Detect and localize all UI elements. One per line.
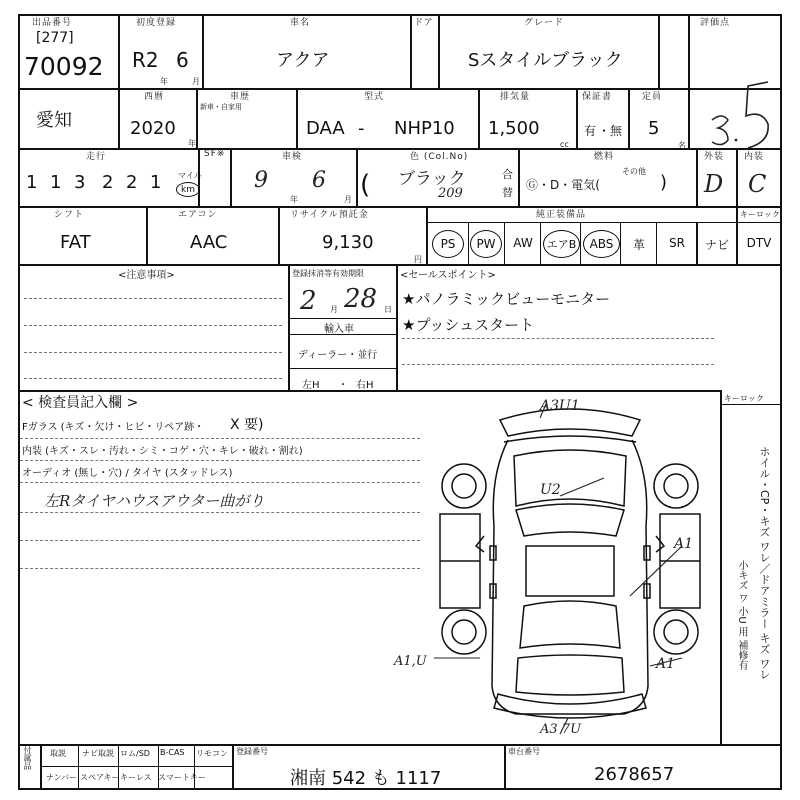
insp-line bbox=[20, 438, 420, 439]
shift-label: シフト bbox=[54, 210, 85, 220]
inspection-year: 9 bbox=[254, 168, 268, 193]
steering-dot: ・ bbox=[338, 380, 348, 391]
car-name: アクア bbox=[276, 50, 330, 71]
mileage-unit: km bbox=[181, 184, 195, 195]
eq-sep1 bbox=[468, 222, 469, 264]
r4-v3 bbox=[426, 206, 428, 264]
note-line bbox=[24, 352, 282, 353]
lot-bracket: [277] bbox=[36, 30, 74, 46]
damage-bottom: A3 7U bbox=[540, 722, 582, 737]
acc-keyless: キーレス bbox=[120, 773, 152, 782]
legend-v bbox=[720, 390, 722, 744]
acc-remote: リモコン bbox=[196, 749, 228, 758]
import-label: 輸入車 bbox=[324, 324, 354, 335]
mileage-digit: 1 bbox=[26, 172, 38, 193]
interior-label: 内装 bbox=[744, 152, 765, 162]
r5-h3 bbox=[288, 368, 396, 369]
notes-label: <注意事項> bbox=[118, 270, 175, 281]
acc-spare-key: スペアキー bbox=[80, 773, 120, 782]
eq-sep6 bbox=[656, 222, 657, 264]
b-v2 bbox=[232, 744, 234, 788]
legend-h bbox=[720, 404, 782, 405]
equip-sr: SR bbox=[669, 236, 685, 250]
row2-divider bbox=[18, 148, 782, 150]
mileage-unit-top: マイル bbox=[178, 171, 202, 180]
interior-grade: C bbox=[748, 170, 767, 198]
r4-v1 bbox=[146, 206, 148, 264]
r2-v5 bbox=[576, 88, 578, 148]
insp-line bbox=[20, 568, 420, 569]
equip-dtv: DTV bbox=[746, 236, 772, 250]
first-reg-label: 初度登録 bbox=[136, 18, 177, 28]
sales-point-1: ★パノラミックビューモニター bbox=[402, 290, 611, 308]
note-line bbox=[24, 298, 282, 299]
mileage-digit: 1 bbox=[150, 172, 162, 193]
recycle-value: 9,130 bbox=[322, 232, 374, 253]
door-label: ドア bbox=[414, 18, 434, 28]
acc-rom-sd: ロム/SD bbox=[120, 749, 150, 758]
inspector-line-3: オーディオ (無し・穴) / タイヤ (スタッドレス) bbox=[22, 468, 233, 479]
bottom-divider bbox=[18, 744, 782, 746]
b-v3 bbox=[504, 744, 506, 788]
accessories-label: 付属品 bbox=[23, 746, 32, 770]
fuel-close: ) bbox=[660, 172, 668, 193]
lot-label: 出品番号 bbox=[32, 18, 73, 28]
displacement: 1,500 bbox=[488, 118, 540, 139]
car-name-label: 車名 bbox=[290, 18, 311, 28]
year-suffix: 年 bbox=[188, 139, 196, 148]
equip-navi: ナビ bbox=[704, 238, 729, 252]
displacement-label: 排気量 bbox=[500, 92, 531, 102]
border-right bbox=[780, 14, 782, 790]
eq-top bbox=[426, 222, 780, 223]
first-reg-year-suffix: 年 bbox=[160, 77, 168, 86]
year: 2020 bbox=[130, 118, 176, 139]
sf-label: SF※ bbox=[204, 149, 226, 159]
insp-line bbox=[20, 482, 420, 483]
r1-v2 bbox=[202, 14, 204, 88]
displacement-unit: cc bbox=[560, 140, 569, 149]
model-prefix: DAA bbox=[306, 118, 345, 139]
equip-pw bbox=[470, 230, 502, 258]
mileage-digit: 2 bbox=[102, 172, 114, 193]
inspector-title: < 検査員記入欄 > bbox=[22, 395, 139, 411]
chassis-label: 車台番号 bbox=[508, 747, 540, 756]
score-handwriting bbox=[690, 64, 780, 154]
eq-sep5 bbox=[620, 222, 621, 264]
r1-v4 bbox=[438, 14, 440, 88]
acc-smart-key: スマートキー bbox=[158, 773, 206, 782]
grade-label: グレード bbox=[524, 18, 565, 28]
score-label: 評価点 bbox=[700, 18, 731, 28]
eq-sep4 bbox=[580, 222, 581, 264]
r1-v5 bbox=[658, 14, 660, 88]
r3-v4 bbox=[518, 148, 520, 206]
color-match-bottom: 替 bbox=[502, 186, 513, 199]
first-reg-month: 6 bbox=[176, 48, 189, 72]
border-top bbox=[18, 14, 782, 16]
border-left bbox=[18, 14, 20, 790]
acc-bcas: B-CAS bbox=[160, 748, 185, 757]
color-label: 色 (Col.No) bbox=[410, 152, 469, 162]
r4-v2 bbox=[278, 206, 280, 264]
capacity: 5 bbox=[648, 118, 660, 139]
warranty-yes: 有 bbox=[584, 124, 597, 138]
recycle-label: リサイクル預託金 bbox=[290, 210, 369, 220]
warranty-sep: ・ bbox=[598, 124, 611, 138]
history-note: 新車・自家用 bbox=[200, 103, 242, 111]
inspector-line-1: Fガラス (キズ・欠け・ヒビ・リペア跡・ bbox=[22, 422, 205, 433]
exterior-grade: D bbox=[704, 170, 724, 198]
eq-sep2 bbox=[504, 222, 505, 264]
r3-v2 bbox=[230, 148, 232, 206]
exterior-label: 外装 bbox=[704, 152, 725, 162]
steering-right: 右H bbox=[356, 380, 374, 391]
reg-period-month-suffix: 月 bbox=[330, 305, 338, 314]
sales-point-2: ★プッシュスタート bbox=[402, 316, 535, 334]
acc-navi-manual: ナビ取説 bbox=[82, 749, 114, 758]
mileage-digit: 1 bbox=[50, 172, 62, 193]
equip-ps bbox=[432, 230, 464, 258]
damage-hood: U2 bbox=[540, 482, 561, 498]
mileage-digit: 3 bbox=[74, 172, 86, 193]
recycle-unit: 円 bbox=[414, 255, 422, 264]
sales-line bbox=[402, 364, 714, 365]
mileage-digit: 2 bbox=[126, 172, 138, 193]
r2-v4 bbox=[478, 88, 480, 148]
plate-label: 登録番号 bbox=[236, 747, 268, 756]
legend-main: ホイル・CP・キズ ワレ／ドアミラー キズ ワレ bbox=[758, 446, 771, 680]
keyrock-label: キーロック bbox=[740, 210, 780, 219]
insp-line bbox=[20, 460, 420, 461]
year-label: 西暦 bbox=[144, 92, 165, 102]
region: 愛知 bbox=[36, 110, 72, 131]
r5-h1 bbox=[288, 318, 396, 319]
first-reg-month-suffix: 月 bbox=[192, 77, 200, 86]
b-s1 bbox=[78, 744, 79, 788]
r2-v2 bbox=[196, 88, 198, 148]
mileage-unit-circled bbox=[176, 182, 200, 197]
r1-v3 bbox=[410, 14, 412, 88]
history-label: 車歴 bbox=[230, 92, 251, 102]
color-code: 209 bbox=[438, 186, 463, 201]
first-reg-era: R2 bbox=[132, 48, 159, 72]
reg-period-day: 28 bbox=[344, 284, 378, 314]
reg-period-day-suffix: 日 bbox=[384, 305, 392, 314]
chassis-number: 2678657 bbox=[594, 764, 675, 785]
plate-number: 湘南 542 も 1117 bbox=[290, 768, 442, 789]
insp-line bbox=[20, 512, 420, 513]
inspection-month: 6 bbox=[312, 168, 326, 193]
damage-top: A3U1 bbox=[540, 398, 580, 414]
sales-line bbox=[402, 338, 714, 339]
insp-line bbox=[20, 540, 420, 541]
equipment-label: 純正装備品 bbox=[536, 210, 587, 220]
r3-v3 bbox=[356, 148, 358, 206]
mileage-label: 走行 bbox=[86, 152, 107, 162]
row3-divider bbox=[18, 206, 782, 208]
equip-aw: AW bbox=[513, 236, 533, 250]
r3-v6 bbox=[736, 148, 738, 206]
lot-number: 70092 bbox=[24, 52, 104, 81]
warranty-label: 保証書 bbox=[582, 92, 613, 102]
equip-leather: 革 bbox=[632, 238, 645, 252]
damage-right-rear: A1 bbox=[656, 656, 676, 672]
legend-sub: 小キズ ワ 小U 用 補修有 bbox=[736, 560, 747, 671]
equip-airbag-label: エアB bbox=[546, 238, 577, 251]
model-dash: - bbox=[358, 118, 365, 139]
r2-v6 bbox=[628, 88, 630, 148]
equip-abs-label: ABS bbox=[589, 237, 614, 251]
equip-ps-label: PS bbox=[440, 237, 456, 251]
fuel-other-label: その他 bbox=[622, 167, 646, 176]
r5-v1 bbox=[288, 264, 290, 390]
r2-v1 bbox=[118, 88, 120, 148]
capacity-unit: 名 bbox=[678, 141, 686, 150]
damage-right-front: A1 bbox=[674, 536, 694, 552]
note-line bbox=[24, 378, 282, 379]
fuel-options: Ⓖ・D・電気( bbox=[526, 178, 600, 192]
grade: Sスタイルブラック bbox=[468, 50, 623, 71]
legend-key-lock: キーロック bbox=[724, 394, 764, 403]
r3-v5 bbox=[696, 148, 698, 206]
reg-period-month: 2 bbox=[300, 286, 317, 316]
equip-abs bbox=[583, 230, 620, 258]
sales-label: <セールスポイント> bbox=[400, 270, 496, 281]
equip-airbag bbox=[543, 230, 580, 258]
color-paren-open: ( bbox=[360, 170, 371, 200]
r2-v3 bbox=[296, 88, 298, 148]
import-dealer: ディーラー・並行 bbox=[298, 350, 378, 361]
model-code: NHP10 bbox=[394, 118, 455, 139]
car-diagram bbox=[420, 396, 720, 742]
steering-left: 左H bbox=[302, 380, 320, 391]
inspection-year-suffix: 年 bbox=[290, 195, 298, 204]
b-h1 bbox=[40, 766, 232, 767]
r4-v5 bbox=[736, 206, 738, 264]
inspector-line-2: 内装 (キズ・スレ・汚れ・シミ・コゲ・穴・キレ・破れ・割れ) bbox=[22, 446, 303, 457]
shift: FAT bbox=[60, 232, 91, 253]
inspection-month-suffix: 月 bbox=[344, 195, 352, 204]
model-label: 型式 bbox=[364, 92, 385, 102]
aircon: AAC bbox=[190, 232, 228, 253]
acc-plate: ナンバー bbox=[46, 773, 78, 782]
aircon-label: エアコン bbox=[178, 210, 218, 220]
row1-divider bbox=[18, 88, 782, 90]
fuel-label: 燃料 bbox=[594, 152, 615, 162]
r5-v2 bbox=[396, 264, 398, 390]
damage-left-rear: A1,U bbox=[394, 654, 427, 669]
capacity-label: 定員 bbox=[642, 92, 663, 102]
color-match-top: 合 bbox=[502, 168, 513, 181]
warranty-no: 無 bbox=[610, 124, 623, 138]
note-line bbox=[24, 325, 282, 326]
inspector-line-1-mark: X 要) bbox=[230, 417, 264, 433]
color-name: ブラック bbox=[398, 169, 466, 189]
r1-v1 bbox=[118, 14, 120, 88]
inspector-handwritten: 左Rタイヤハウスアウター曲がり bbox=[44, 492, 265, 510]
inspection-label: 車検 bbox=[282, 152, 303, 162]
acc-manual: 取説 bbox=[50, 749, 66, 758]
reg-period-label: 登録抹消等有効期限 bbox=[292, 269, 364, 278]
eq-sep3 bbox=[540, 222, 541, 264]
equip-pw-label: PW bbox=[476, 237, 496, 251]
